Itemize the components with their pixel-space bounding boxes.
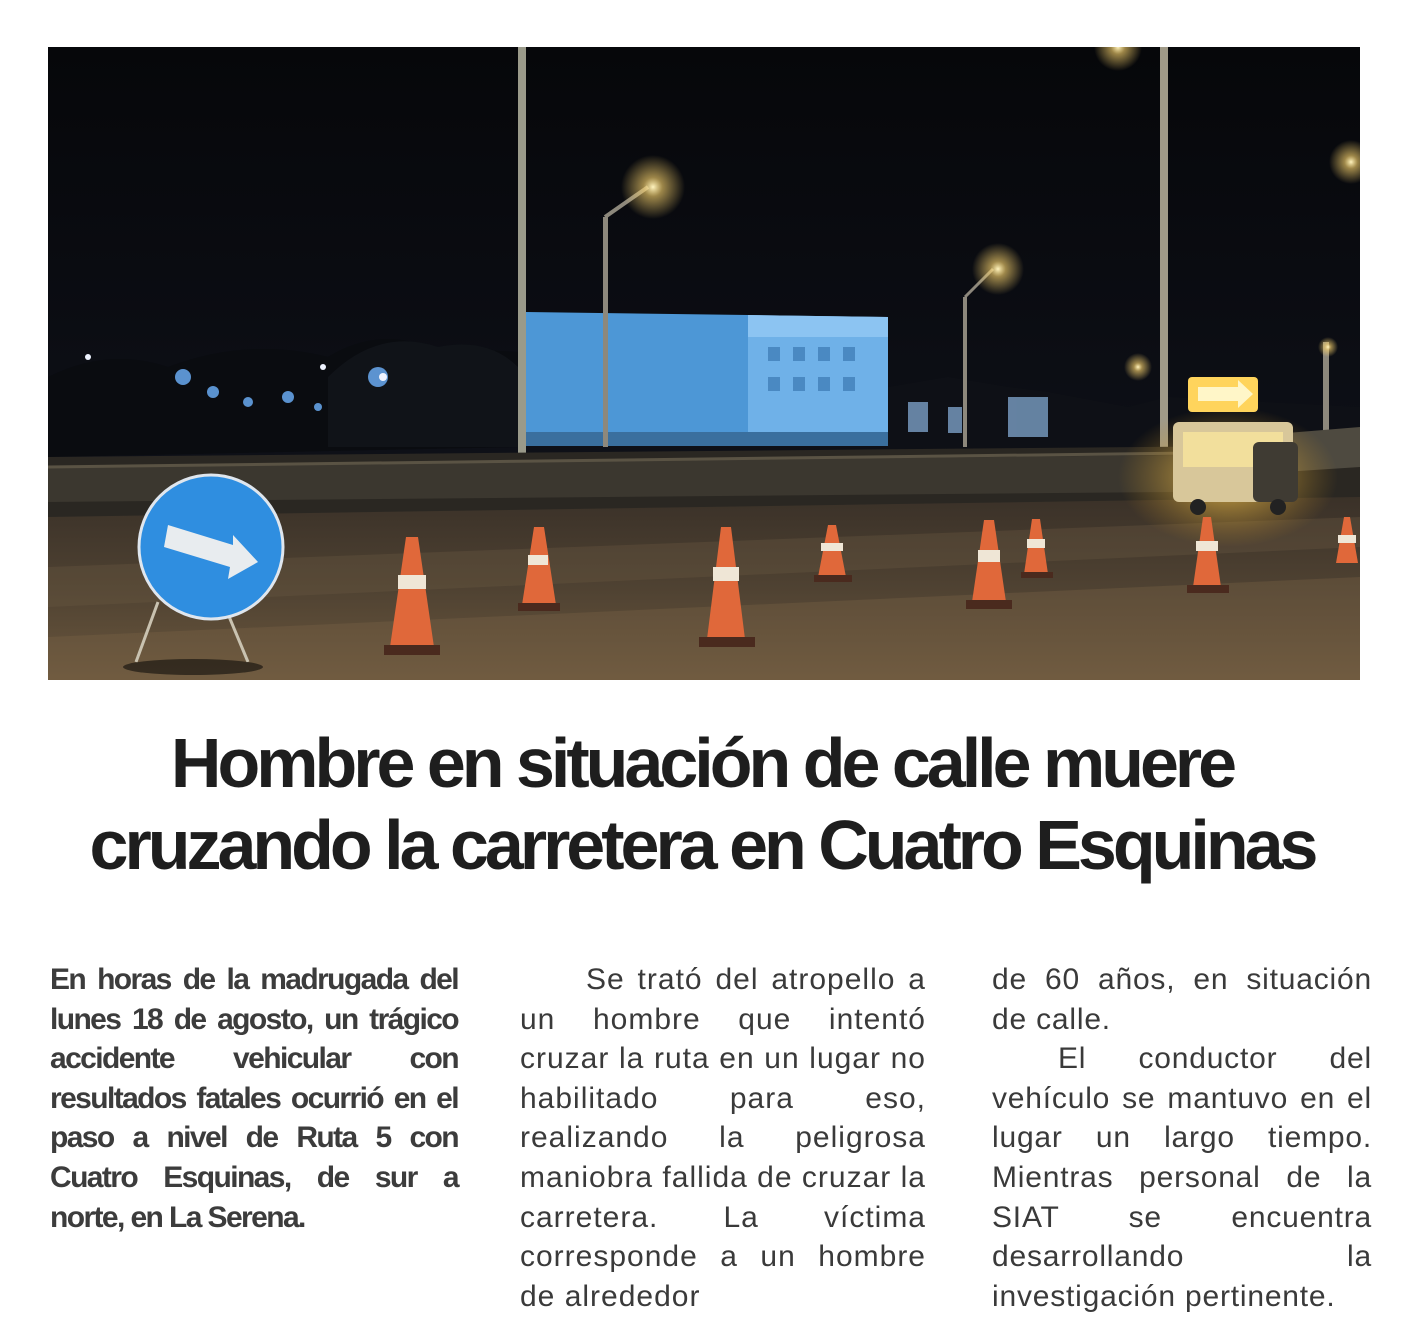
headline-line-1: Hombre en situación de calle muere [170,724,1234,802]
headline-line-2: cruzando la carretera en Cuatro Esquinas [89,806,1315,884]
night-road-photo-illustration [48,47,1360,680]
body-column-3 [992,960,1372,1316]
lead-paragraph: En horas de la madrugada del lunes 18 de agosto, un trágico accidente vehicular con resultados fatales ocurrió en el paso a nivel de Ruta 5 con Cuatro Esquinas, de sur a norte, en La Serena. [50,963,458,1234]
body-column-2 [520,960,926,1316]
lead-column [50,960,458,1237]
body-paragraph-1: Se trató del atropello a un hombre que intentó cruzar la ruta en un lugar no habilitado para eso, realizando la peligrosa maniobra fallida de cruzar la carretera. La víctima corresponde a un hombre de alrededor [520,963,926,1313]
headline [40,722,1364,886]
body-paragraph-2: El conductor del vehículo se mantuvo en el lugar un largo tiempo. Mientras personal de la SIAT se encuentra desarrollando la investigación pertinente. [992,1042,1372,1313]
article-photo [48,47,1360,680]
body-paragraph-1-continuation: de 60 años, en situación de calle. [992,963,1372,1036]
